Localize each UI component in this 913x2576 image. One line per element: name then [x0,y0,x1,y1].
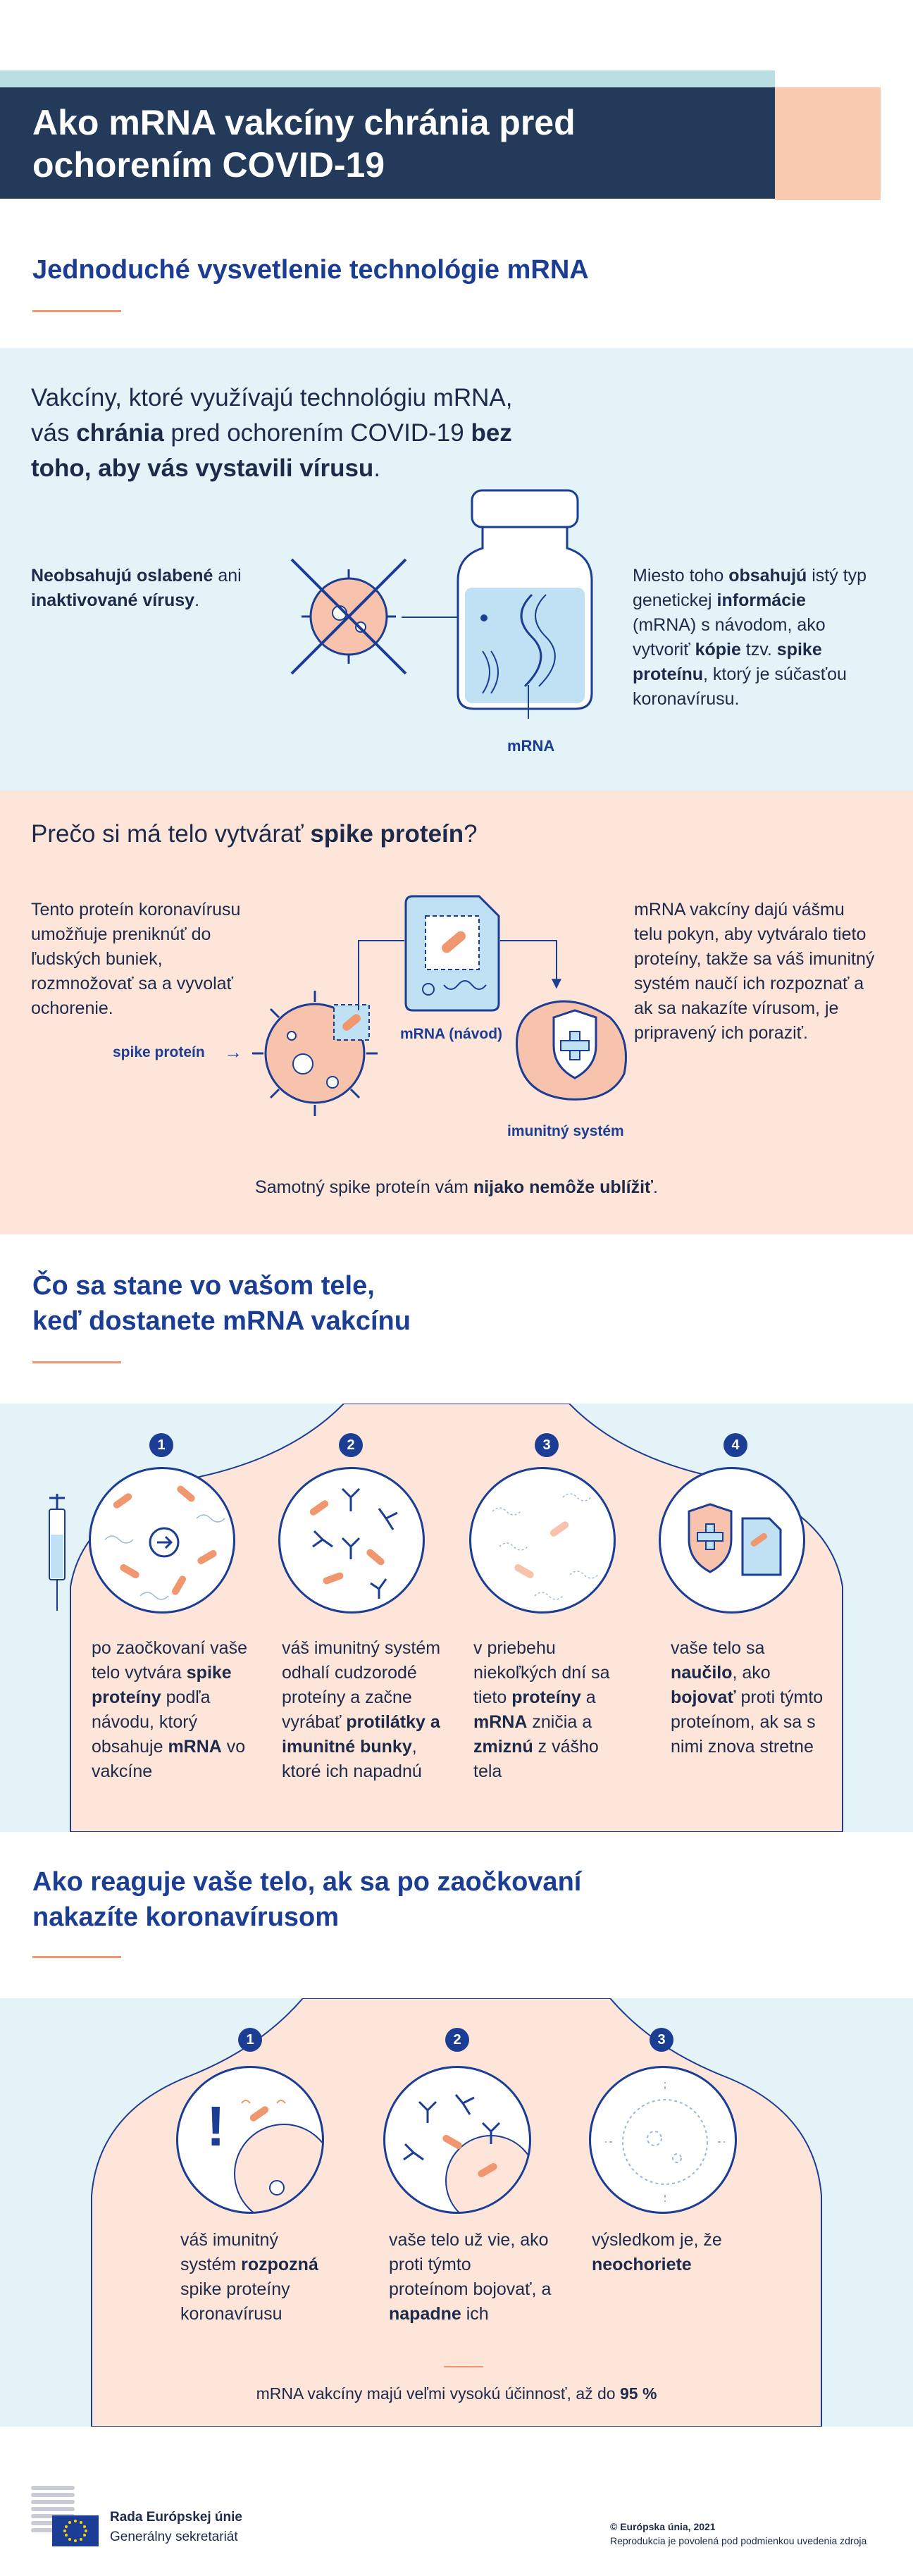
org-name: Rada Európskej únie [110,2510,242,2525]
syringe-icon [41,1492,73,1612]
svg-text:!: ! [206,2095,225,2157]
step-2-badge: 2 [339,1433,363,1457]
efficacy-divider [444,2366,483,2367]
section1-intro: Vakcíny, ktoré využívajú technológiu mRNA, vás chránia pred ochorením COVID-19 bez toho, aby vás vystavili vírusu. [31,384,513,482]
page-title-line-1: Ako mRNA vakcíny chránia pred [32,103,576,142]
mrna-label: mRNA [507,737,555,755]
reaction-step-2-circle [383,2066,531,2214]
reaction-step-1-badge: 1 [238,2028,262,2052]
step-1-circle [89,1467,235,1614]
vaccine-bottle-icon [454,489,595,714]
header-peach-block [775,87,881,200]
section3-panel [0,1404,913,1832]
section4-heading: Ako reaguje vaše telo, ak sa po zaočkovaní nakazíte koronavírusom [32,1867,582,1932]
reaction-step-3-badge: 3 [650,2028,673,2052]
mrna-document-icon [404,895,500,1012]
mrna-label-line [528,685,529,719]
section4-panel [0,1998,913,2427]
connector-to-mrna-h [358,940,404,941]
section1-heading: Jednoduché vysvetlenie technológie mRNA [32,255,589,285]
section2-question: Prečo si má telo vytvárať spike proteín? [31,820,478,848]
reaction-step-1-circle [176,2066,324,2214]
section4-underline [32,1956,121,1958]
section1-underline [32,310,121,312]
page-title-line-2: ochorením COVID-19 [32,145,385,185]
arrow-down-icon: ▼ [548,974,565,993]
connector-to-mrna [358,940,361,1010]
title-banner [0,87,775,199]
crossed-virus-icon [289,557,409,676]
step-2-text: váš imunitný systém odhalí cudzorodé proteíny a začne vyrábať protilátky a imunitné bunky, ktoré ich napadnú [282,1638,441,1781]
mrna-instructions-label: mRNA (návod) [400,1026,503,1042]
header-teal-strip [0,70,775,87]
step-1-badge: 1 [149,1433,173,1457]
spike-virus-icon [248,986,382,1120]
reaction-step-3-circle [589,2066,737,2214]
step-4-circle [659,1467,805,1614]
dissolving-proteins-icon [471,1469,616,1614]
step-2-circle [278,1467,425,1614]
step-4-badge: 4 [723,1433,747,1457]
section1-panel [0,348,913,791]
step-3-text: v priebehu niekoľkých dní sa tieto proteíny a mRNA zničia a zmiznú z vášho tela [473,1638,610,1781]
section1-right-text: Miesto toho obsahujú istý typ genetickej informácie (mRNA) s návodom, ako vytvoriť kópie tzv. spike proteínu, ktorý je súčasťou koronavírusu. [633,566,867,709]
section2-right-text: mRNA vakcíny dajú vášmu telu pokyn, aby vytváralo tieto proteíny, takže sa váš imunitný systém naučí ich rozpoznať a ak sa nakazíte vírusom, je pripravený ich poraziť. [634,900,875,1043]
section3-underline [32,1361,121,1363]
alert-virus-icon [178,2068,324,2214]
reaction-step-2-badge: 2 [445,2028,469,2052]
step-1-text: po zaočkovaní vaše telo vytvára spike proteíny podľa návodu, ktorý obsahuje mRNA vo vakcíne [92,1638,247,1781]
antibodies-icon [280,1469,425,1614]
section2-bottom-text: Samotný spike proteín vám nijako nemôže ublížiť. [255,1177,658,1197]
reproduction-note: Reprodukcia je povolená pod podmienkou uvedenia zdroja [610,2535,867,2546]
section2-panel [0,791,913,1234]
reaction-step-2-text: vaše telo už vie, ako proti týmto proteínom bojovať, a napadne ich [389,2230,552,2324]
section3-heading: Čo sa stane vo vašom tele, keď dostanete mRNA vakcínu [32,1271,411,1336]
defeated-virus-icon [591,2068,737,2214]
step-3-circle [469,1467,616,1614]
org-department: Generálny sekretariát [110,2529,238,2544]
council-logo [31,2483,101,2551]
reaction-step-3-text: výsledkom je, že neochoriete [592,2230,722,2274]
copyright: © Európska únia, 2021 [610,2521,716,2532]
step-3-badge: 3 [535,1433,559,1457]
connector-to-immune [500,940,557,941]
shield-and-memory-icon [661,1469,805,1614]
immune-shield-icon [511,996,631,1102]
step-4-text: vaše telo sa naučilo, ako bojovať proti týmto proteínom, ak sa s nimi znova stretne [671,1638,824,1757]
immune-system-label: imunitný systém [507,1123,624,1139]
section1-left-text: Neobsahujú oslabené ani inaktivované vírusy. [31,566,242,610]
efficacy-text: mRNA vakcíny majú veľmi vysokú účinnosť, až do 95 % [256,2384,657,2403]
spike-protein-label: spike proteín [113,1044,205,1060]
attack-icon [385,2068,531,2214]
section2-left-text: Tento proteín koronavírusu umožňuje preniknúť do ľudských buniek, rozmnožovať sa a vyvolať ochorenie. [31,900,241,1018]
spike-arrow: → [224,1041,242,1063]
reaction-step-1-text: váš imunitný systém rozpozná spike proteíny koronavírusu [180,2230,318,2324]
footer [0,2466,913,2576]
protein-production-icon [91,1469,235,1614]
